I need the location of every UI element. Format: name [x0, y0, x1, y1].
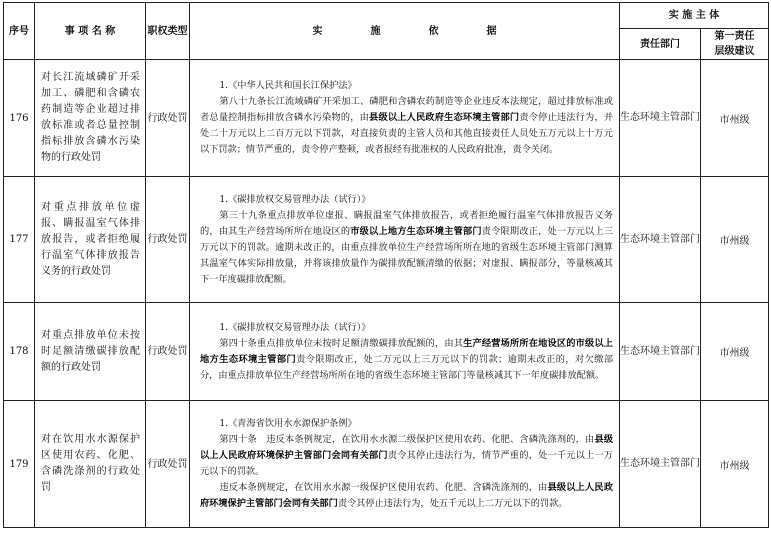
row-number: 178 [4, 303, 35, 401]
row-number: 176 [4, 60, 35, 177]
enforcement-table [3, 2, 769, 528]
article-text: 第四十条 违反本条例规定，在饮用水水源二级保护区使用农药、化肥、含磷洗涤剂的，由 [219, 434, 595, 445]
item-name: 对重点排放单位未按时足额清缴碳排放配额的行政处罚 [35, 303, 146, 401]
law-title: 1.《中华人民共和国长江保护法》 [219, 80, 357, 91]
header-basis-char: 施 [370, 25, 381, 37]
header-type: 职权类型 [146, 3, 190, 60]
legal-basis [190, 60, 620, 177]
header-basis-char: 据 [486, 25, 497, 37]
header-level: 第一责任层级建议 [701, 29, 769, 60]
responsible-authority: 市级以上地方生态环境主管部门 [350, 225, 482, 237]
legal-basis [190, 303, 620, 401]
law-title: 1.《青海省饮用水水源保护条例》 [219, 418, 357, 429]
article-text: 第三十九条重点排放单位虚报、瞒报温室气体排放报告，或者拒绝履行温室气体排放报告义务的，由其生产经营场所所在地设区的 [200, 209, 613, 237]
law-title: 1.《碳排放权交易管理办法（试行）》 [219, 321, 371, 333]
table-row [4, 60, 769, 177]
row-number: 179 [4, 401, 35, 528]
article-text: 责令停止违法行为，并处二十万元以上二百万元以下罚款，对直接负责的主管人员和其他直接责任人员处五万元以上十万元以下罚款；情节严重的，责令停产整顿，或者报经有批准权的人民政府批准，责令关闭。 [200, 112, 614, 155]
header-item: 事 项 名 称 [35, 3, 146, 60]
responsible-dept: 生态环境主管部门 [620, 177, 701, 303]
header-basis [190, 3, 620, 60]
item-name: 对在饮用水水源保护区使用农药、化肥、含磷洗涤剂的行政处罚 [35, 401, 146, 528]
power-type: 行政处罚 [146, 401, 190, 528]
responsibility-level: 市州级 [701, 401, 769, 528]
responsibility-level: 市州级 [701, 60, 769, 177]
law-article [200, 480, 613, 512]
article-text: 责令其停止违法行为，处五千元以上二万元以下的罚款。 [337, 498, 568, 509]
law-title: 1.《碳排放权交易管理办法（试行）》 [219, 193, 371, 205]
law-article [200, 432, 613, 480]
power-type: 行政处罚 [146, 303, 190, 401]
responsible-dept: 生态环境主管部门 [620, 401, 701, 528]
article-text: 第四十条重点排放单位未按时足额清缴碳排放配额的，由其 [219, 337, 464, 349]
responsible-authority: 县级以上人民政府生态环境主管部门 [369, 112, 520, 123]
table-row [4, 177, 769, 303]
responsible-authority: 县级以上人民政府环境保护主管部门会同有关部门 [200, 434, 614, 461]
law-article [200, 94, 613, 158]
table-row [4, 303, 769, 401]
responsible-dept: 生态环境主管部门 [620, 60, 701, 177]
header-basis-char: 实 [312, 25, 323, 37]
header-basis-char: 依 [428, 25, 439, 37]
header-dept: 责任部门 [620, 29, 701, 60]
legal-basis [190, 177, 620, 303]
power-type: 行政处罚 [146, 60, 190, 177]
table-row [4, 401, 769, 528]
law-article [200, 208, 613, 288]
legal-basis [190, 401, 620, 528]
law-article [200, 336, 613, 384]
responsibility-level: 市州级 [701, 303, 769, 401]
power-type: 行政处罚 [146, 177, 190, 303]
article-text: 责令其停止违法行为，情节严重的，处一千元以上一万元以下的罚款。 [200, 450, 614, 477]
responsible-dept: 生态环境主管部门 [620, 303, 701, 401]
page [3, 2, 768, 528]
responsibility-level: 市州级 [701, 177, 769, 303]
responsible-authority: 县级以上人民政府环境保护主管部门会同有关部门 [200, 482, 614, 509]
article-text: 责令限期改正，处一万元以上三万元以下的罚款。逾期未改正的，由重点排放单位生产经营场所所在地的省级生态环境主管部门测算其温室气体实际排放量，并将该排放量作为碳排放配额清缴的依据；对虚报、瞒报部分，等量核减其下一年度碳排放配额。 [200, 225, 614, 285]
responsible-authority: 生产经营场所所在地设区的市级以上地方生态环境主管部门 [200, 337, 613, 365]
header-subject: 实 施 主 体 [620, 3, 769, 29]
article-text: 第八十九条长江流域磷矿开采加工、磷肥和含磷农药制造等企业违反本法规定，超过排放标准或者总量控制指标排放含磷水污染物的，由 [200, 96, 613, 123]
row-number: 177 [4, 177, 35, 303]
header-no: 序号 [4, 3, 35, 60]
item-name: 对长江流域磷矿开采加工、磷肥和含磷农药制造等企业超过排放标准或者总量控制指标排放含磷水污染物的行政处罚 [35, 60, 146, 177]
item-name: 对重点排放单位虚报、瞒报温室气体排放报告，或者拒绝履行温室气体排放报告义务的行政处罚 [35, 177, 146, 303]
article-text: 违反本条例规定，在饮用水水源一级保护区使用农药、化肥、含磷洗涤剂的，由 [219, 482, 548, 493]
article-text: 责令限期改正，处二万元以上三万元以下的罚款；逾期未改正的，对欠缴部分，由重点排放单位生产经营场所所在地的省级生态环境主管部门等量核减其下一年度碳排放配额。 [200, 353, 614, 381]
